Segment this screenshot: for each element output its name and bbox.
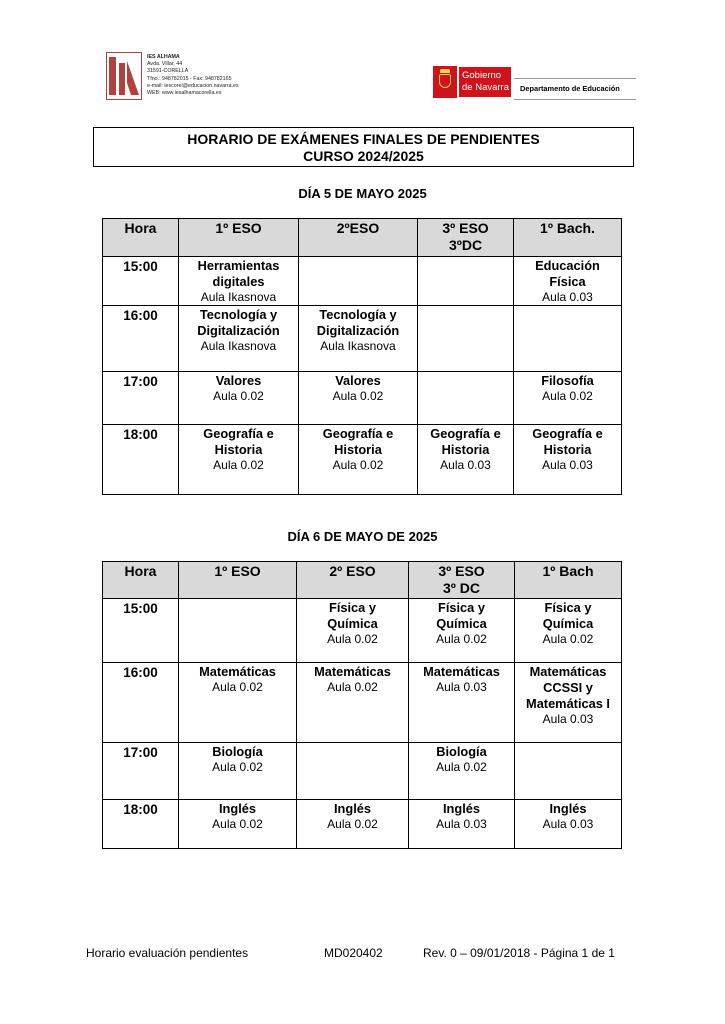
exam-cell: [515, 663, 622, 743]
column-header-label: 3ºDC: [448, 237, 483, 253]
classroom-label: Aula 0.03: [436, 680, 487, 694]
subject-name: Herramientas: [197, 258, 280, 273]
subject-name: Tecnología y: [199, 307, 278, 322]
subject-name: Historia: [543, 442, 592, 457]
hour-cell: 15:00: [103, 257, 179, 306]
column-header: [299, 219, 418, 257]
subject-name: Matemáticas: [199, 664, 276, 679]
subject-name: Historia: [441, 442, 490, 457]
subject-name: Química: [436, 616, 487, 631]
exam-cell: [179, 663, 297, 743]
footer-document-code: MD020402: [324, 946, 383, 960]
subject-name: Matemáticas: [314, 664, 391, 679]
subject-name: Digitalización: [197, 323, 280, 338]
table-header-row: [103, 562, 622, 599]
column-header-label: 3º DC: [442, 580, 480, 596]
exam-cell: [299, 306, 418, 372]
subject-name: Inglés: [219, 801, 256, 816]
hour-cell: 17:00: [103, 372, 179, 425]
page-title-line1: HORARIO DE EXÁMENES FINALES DE PENDIENTES: [187, 131, 540, 147]
column-header: [297, 562, 409, 599]
exam-cell: [409, 743, 515, 800]
classroom-label: Aula 0.02: [332, 389, 384, 403]
column-header-label: 1º ESO: [214, 563, 261, 579]
classroom-label: Aula 0.02: [436, 632, 487, 646]
exam-cell: [297, 663, 409, 743]
school-logo-icon: [107, 53, 141, 99]
column-header-label: 1º Bach.: [540, 220, 595, 236]
subject-name: Matemáticas: [423, 664, 500, 679]
exam-cell: [179, 306, 299, 372]
day2-schedule-table: [102, 561, 622, 849]
subject-name: Física y: [329, 600, 376, 615]
classroom-label: Aula 0.03: [542, 458, 593, 472]
gobierno-navarra-logo: [433, 64, 511, 100]
table-row: [103, 743, 622, 800]
table-row: [103, 663, 622, 743]
exam-cell: [515, 743, 622, 800]
classroom-label: Aula 0.02: [212, 817, 263, 831]
classroom-label: Aula 0.03: [542, 290, 593, 304]
exam-cell: [179, 257, 299, 306]
subject-name: Valores: [335, 373, 381, 388]
hour-cell: 16:00: [103, 306, 179, 372]
subject-name: Historia: [214, 442, 263, 457]
day1-schedule-table: [102, 218, 622, 495]
page-title: [93, 127, 634, 167]
classroom-label: Aula 0.02: [542, 389, 593, 403]
exam-cell: [514, 257, 622, 306]
exam-cell: [297, 599, 409, 663]
classroom-label: Aula 0.02: [332, 458, 384, 472]
subject-name: Física y: [438, 600, 485, 615]
school-logo: [106, 52, 142, 100]
classroom-label: Aula Ikasnova: [200, 339, 277, 353]
classroom-label: Aula 0.02: [542, 632, 594, 646]
department-label: Departamento de Educación: [514, 78, 636, 100]
classroom-label: Aula 0.03: [542, 817, 594, 831]
classroom-label: Aula 0.03: [440, 458, 491, 472]
exam-cell: [409, 599, 515, 663]
hour-cell: 15:00: [103, 599, 179, 663]
column-header-label: 2ºESO: [336, 220, 380, 236]
classroom-label: Aula Ikasnova: [320, 339, 396, 353]
subject-name: Geografía e: [322, 426, 394, 441]
hour-cell: 17:00: [103, 743, 179, 800]
subject-name: Física y: [544, 600, 592, 615]
exam-cell: [409, 800, 515, 849]
subject-name: Digitalización: [316, 323, 400, 338]
subject-name: Matemáticas: [529, 664, 607, 679]
subject-name: CCSSI y: [543, 680, 593, 695]
column-header-label: Hora: [124, 563, 157, 579]
table-row: [103, 800, 622, 849]
subject-name: Física: [549, 274, 586, 289]
classroom-label: Aula 0.02: [327, 632, 378, 646]
classroom-label: Aula 0.02: [212, 760, 263, 774]
subject-name: Química: [327, 616, 378, 631]
subject-name: Inglés: [549, 801, 587, 816]
exam-cell: [409, 663, 515, 743]
classroom-label: Aula 0.03: [542, 712, 594, 726]
day1-heading: DÍA 5 DE MAYO 2025: [298, 186, 427, 201]
classroom-label: Aula 0.02: [327, 817, 378, 831]
subject-name: Biología: [436, 744, 487, 759]
subject-name: Educación: [535, 258, 600, 273]
gobierno-navarra-text: Gobierno de Navarra: [459, 67, 511, 97]
classroom-label: Aula Ikasnova: [200, 290, 277, 304]
exam-cell: [297, 800, 409, 849]
exam-cell: [179, 743, 297, 800]
exam-cell: [514, 372, 622, 425]
exam-cell: [514, 425, 622, 495]
exam-cell: [299, 372, 418, 425]
subject-name: digitales: [212, 274, 265, 289]
hour-cell: 18:00: [103, 800, 179, 849]
exam-cell: [418, 257, 514, 306]
column-header: [103, 562, 179, 599]
column-header: [515, 562, 622, 599]
footer-document-name: Horario evaluación pendientes: [86, 946, 249, 960]
column-header-label: 2º ESO: [329, 563, 376, 579]
subject-name: Geografía e: [430, 426, 501, 441]
column-header-label: 1º Bach: [542, 563, 594, 579]
exam-cell: [299, 425, 418, 495]
exam-cell: [179, 425, 299, 495]
school-address: Avda. Villar, 44: [147, 61, 183, 68]
subject-name: Geografía e: [532, 426, 603, 441]
column-header-label: Hora: [124, 220, 157, 236]
column-header: [103, 219, 179, 257]
column-header: [418, 219, 514, 257]
navarra-coat-of-arms-icon: [433, 66, 457, 98]
classroom-label: Aula 0.02: [213, 389, 264, 403]
page-title-line2: CURSO 2024/2025: [303, 148, 424, 164]
subject-name: Tecnología y: [319, 307, 397, 322]
exam-cell: [418, 372, 514, 425]
subject-name: Filosofía: [541, 373, 594, 388]
day2-heading: DÍA 6 DE MAYO DE 2025: [287, 529, 438, 544]
exam-cell: [515, 599, 622, 663]
exam-cell: [179, 800, 297, 849]
column-header: [514, 219, 622, 257]
exam-cell: [515, 800, 622, 849]
column-header: [409, 562, 515, 599]
exam-cell: [297, 743, 409, 800]
table-header-row: [103, 219, 622, 257]
classroom-label: Aula 0.02: [212, 680, 263, 694]
subject-name: Geografía e: [203, 426, 274, 441]
classroom-label: Aula 0.02: [213, 458, 264, 472]
footer-revision: Rev. 0 – 09/01/2018 - Página 1 de 1: [423, 946, 615, 960]
school-phone: Tfno.: 948782015 - Fax: 948782165: [147, 75, 232, 82]
exam-cell: [514, 306, 622, 372]
hour-cell: 16:00: [103, 663, 179, 743]
subject-name: Matemáticas I: [526, 696, 610, 711]
school-email: e-mail: iescorel@educacion.navarra.es: [147, 82, 239, 89]
table-row: [103, 372, 622, 425]
table-row: [103, 425, 622, 495]
column-header-label: 3º ESO: [438, 563, 485, 579]
subject-name: Valores: [215, 373, 262, 388]
table-row: [103, 257, 622, 306]
school-web: WEB: www.iesalhamacorella.es: [147, 90, 222, 97]
school-info: [147, 54, 239, 97]
column-header-label: 3º ESO: [442, 220, 489, 236]
table-row: [103, 306, 622, 372]
classroom-label: Aula 0.02: [436, 760, 487, 774]
exam-cell: [179, 599, 297, 663]
hour-cell: 18:00: [103, 425, 179, 495]
column-header-label: 1º ESO: [215, 220, 262, 236]
classroom-label: Aula 0.03: [436, 817, 487, 831]
subject-name: Inglés: [334, 801, 371, 816]
classroom-label: Aula 0.02: [327, 680, 378, 694]
school-name: IES ALHAMA: [147, 54, 180, 60]
exam-cell: [418, 306, 514, 372]
table-row: [103, 599, 622, 663]
column-header: [179, 219, 299, 257]
exam-cell: [179, 372, 299, 425]
subject-name: Química: [542, 616, 594, 631]
subject-name: Inglés: [443, 801, 480, 816]
subject-name: Biología: [212, 744, 263, 759]
column-header: [179, 562, 297, 599]
exam-cell: [299, 257, 418, 306]
exam-cell: [418, 425, 514, 495]
school-city: 31591-CORELLA: [147, 68, 189, 75]
subject-name: Historia: [334, 442, 382, 457]
